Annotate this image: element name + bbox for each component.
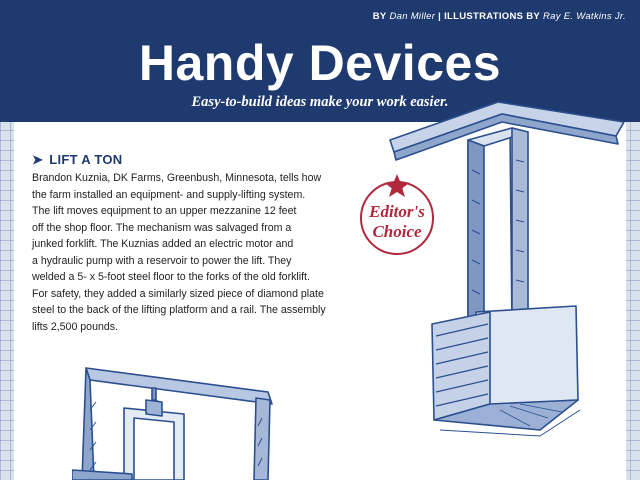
frame-illustration — [72, 362, 282, 480]
body-line: off the shop floor. The mechanism was salvaged from a — [32, 221, 292, 234]
page-subtitle: Easy-to-build ideas make your work easier. — [191, 94, 449, 110]
body-line: the farm installed an equipment- and supply-lifting system. — [32, 188, 306, 201]
lift-illustration — [380, 100, 626, 438]
body-line: junked forklift. The Kuznias added an electric motor and — [32, 238, 294, 250]
badge-line-1: Editor's — [369, 202, 425, 221]
illustrator-name: Ray E. Watkins Jr. — [542, 11, 626, 22]
page-title: Handy Devices — [138, 35, 502, 91]
body-line: lifts 2,500 pounds. — [32, 320, 118, 333]
article-body — [32, 170, 362, 335]
author-name: Dan Miller — [389, 11, 436, 22]
byline-by: BY — [372, 11, 387, 22]
byline-separator: | — [438, 11, 442, 22]
chevron-right-icon: ➤ — [32, 152, 44, 167]
illustrations-label: ILLUSTRATIONS BY — [444, 11, 541, 22]
body-line: a hydraulic pump with a reservoir to power the lift. They — [32, 254, 292, 267]
byline — [373, 11, 626, 22]
body-line: For safety, they added a similarly sized piece of diamond plate — [32, 287, 324, 300]
section-heading-text: LIFT A TON — [49, 152, 123, 167]
body-line: welded a 5- x 5-foot steel floor to the forks of the old forklift. — [32, 271, 310, 283]
body-line: steel to the back of the lifting platform and a rail. The assembly — [32, 304, 326, 316]
body-line: The lift moves equipment to an upper mezzanine 12 feet — [32, 205, 297, 217]
badge-line-2: Choice — [372, 222, 422, 241]
section-heading — [32, 152, 123, 168]
body-line: Brandon Kuznia, DK Farms, Greenbush, Minnesota, tells how — [32, 172, 322, 184]
